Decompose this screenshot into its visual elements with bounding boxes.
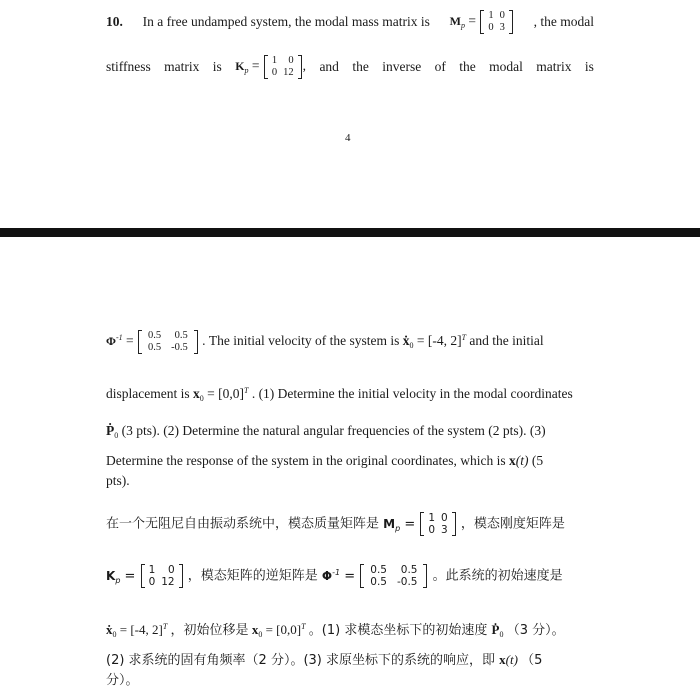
question-line-2: stiffness matrix is $K_p$ = 1 0 0 12 , and the inverse of the modal matrix is (106, 55, 594, 78)
initial-velocity-expr: ẋ$_0$ = [-4, 2]$^T$ (402, 333, 467, 351)
question-intro: In a free undamped system, the modal mass matrix is (142, 14, 430, 29)
question-line-1 (106, 10, 594, 34)
question-line-3: $\Phi^{-1}$ = 0.5 0.5 0.5 -0.5 . The initial velocity of the system is ẋ$_0$ = [-4, 2]$^T$ and the initial (106, 330, 544, 353)
page-divider (0, 228, 700, 237)
question-number: 10. (106, 14, 123, 29)
inverse-modal-expr: $\Phi^{-1}$ = 0.5 0.5 0.5 -0.5 (106, 333, 202, 348)
question-line-7: pts). (106, 473, 130, 488)
page-number: 4 (345, 132, 351, 144)
cn-modal-stiffness-expr: $K_p$ = 1 0 0 12 (106, 569, 188, 584)
inverse-modal-matrix: 0.5 0.5 0.5 -0.5 (138, 330, 198, 354)
cn-line-4: (2) 求系统的固有角频率（2 分）。(3) 求原坐标下的系统的响应，即 x(t) （5 (106, 652, 543, 668)
modal-velocity-symbol: Ṗ$_0$ (106, 423, 119, 440)
cn-inverse-modal-expr: $\Phi^{-1}$ = 0.5 0.5 0.5 -0.5 (322, 569, 433, 584)
modal-stiffness-matrix: 1 0 0 12 (264, 55, 302, 79)
modal-mass-matrix: 1 0 0 3 (480, 10, 513, 34)
initial-displacement-expr: $x_0 = [0,0]^T$ (192, 386, 249, 403)
cn-line-3: ẋ$_0$ = [-4, 2]$^T$ ，初始位移是 $x_0 = [0,0]^T$ 。(1) 求模态坐标下的初始速度 Ṗ$_0$ （3 分）。 (106, 622, 565, 639)
modal-mass-expr: $M_p$ = 1 0 0 3 (450, 10, 514, 34)
cn-modal-mass-expr: $M_p$ = 1 0 0 3 (383, 517, 461, 532)
cn-line-5: 分）。 (106, 673, 139, 688)
question-line-4: displacement is $x_0 = [0,0]^T$ . (1) Determine the initial velocity in the modal coordinates (106, 386, 573, 403)
response-symbol: x(t) (509, 453, 529, 468)
question-line-5: Ṗ$_0$ (3 pts). (2) Determine the natural angular frequencies of the system (2 pts). (3) (106, 423, 546, 440)
cn-line-1: 在一个无阻尼自由振动系统中，模态质量矩阵是 $M_p$ = 1 0 0 3 ，模态刚度矩阵是 (106, 512, 565, 536)
cn-line-2: $K_p$ = 1 0 0 12 ，模态矩阵的逆矩阵是 $\Phi^{-1}$ = 0.5 0.5 0.5 -0.5 。此系统的初始速度是 (106, 564, 563, 588)
modal-stiffness-expr: $K_p$ = 1 0 0 12 , (235, 55, 307, 78)
line-1-tail: , the modal (533, 14, 594, 29)
question-line-6: Determine the response of the system in the original coordinates, which is x(t) (5 (106, 453, 544, 468)
